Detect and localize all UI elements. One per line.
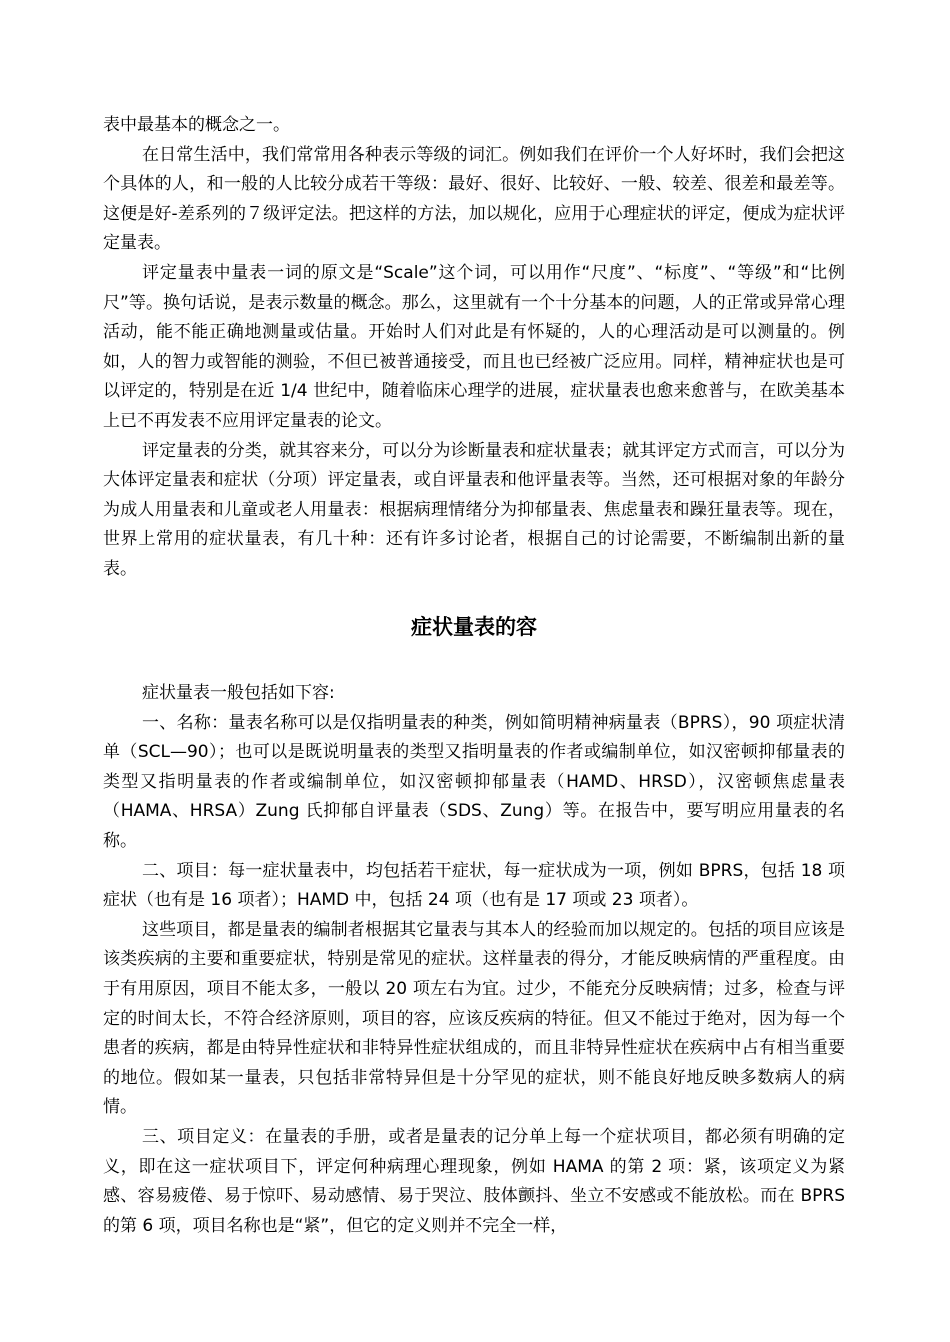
paragraph-continuation: 表中最基本的概念之一。: [103, 115, 290, 135]
paragraph-intro: 症状量表一般包括如下容:: [142, 683, 335, 703]
paragraph-scale-classification: 评定量表的分类，就其容来分，可以分为诊断量表和症状量表；就其评定方式而言，可以分为大体评定量表和症状（分项）评定量表，或自评量表和他评量表等。当然，还可根据对象的年龄分为成人用量表和儿童或老人用量表：根据病理情绪分为抑郁量表、焦虑量表和躁狂量表等。现在，世界上常用的症状量表，有几十种：还有许多讨论者，根据自己的讨论需要，不断编制出新的量表。: [103, 440, 845, 579]
paragraph-item-name: 一、名称：量表名称可以是仅指明量表的种类，例如简明精神病量表（BPRS），90 项症状清单（SCL—90）；也可以是既说明量表的类型又指明量表的作者或编制单位，如汉密顿抑郁量表的类型又指明量表的作者或编制单位，如汉密顿抑郁量表（HAMD、HRSD），汉密顿焦虑量表（HAMA、HRSA）Zung 氏抑郁自评量表（SDS、Zung）等。在报告中，要写明应用量表的名称。: [103, 712, 845, 851]
text-section-top: [103, 111, 845, 585]
paragraph-item-definition: 三、项目定义：在量表的手册，或者是量表的记分单上每一个症状项目，都必须有明确的定义，即在这一症状项目下，评定何种病理心理现象，例如 HAMA 的第 2 项：紧，该项定义为紧感、容易疲倦、易于惊吓、易动感情、易于哭泣、肢体颤抖、坐立不安感或不能放松。而在 BPRS 的第 6 项，项目名称也是“紧”，但它的定义则并不完全一样，: [103, 1126, 845, 1236]
text-section-bottom: [103, 679, 845, 1241]
paragraph-rating-levels: 在日常生活中，我们常常用各种表示等级的词汇。例如我们在评价一个人好坏时，我们会把这个具体的人，和一般的人比较分成若干等级：最好、很好、比较好、一般、较差、很差和最差等。这便是好-差系列的７级评定法。把这样的方法，加以规化，应用于心理症状的评定，便成为症状评定量表。: [103, 144, 845, 254]
section-heading: 症状量表的容: [411, 615, 537, 639]
paragraph-scale-definition: 评定量表中量表一词的原文是“Scale”这个词，可以用作“尺度”、“标度”、“等级”和“比例尺”等。换句话说，是表示数量的概念。那么，这里就有一个十分基本的问题，人的正常或异常心理活动，能不能正确地测量或估量。开始时人们对此是有怀疑的，人的心理活动是可以测量的。例如，人的智力或智能的测验，不但已被普通接受，而且也已经被广泛应用。同样，精神症状也是可以评定的，特别是在近 1/4 世纪中，随着临床心理学的进展，症状量表也愈来愈普与，在欧美基本上已不再发表不应用评定量表的论文。: [103, 262, 845, 431]
paragraph-item-selection: 这些项目，都是量表的编制者根据其它量表与其本人的经验而加以规定的。包括的项目应该是该类疾病的主要和重要症状，特别是常见的症状。这样量表的得分，才能反映病情的严重程度。由于有用原因，项目不能太多，一般以 20 项左右为宜。过少，不能充分反映病情；过多，检查与评定的时间太长，不符合经济原则，项目的容，应该反疾病的特征。但又不能过于绝对，因为每一个患者的疾病，都是由特异性症状和非特异性症状组成的，而且非特异性症状在疾病中占有相当重要的地位。假如某一量表，只包括非常特异但是十分罕见的症状，则不能良好地反映多数病人的病情。: [103, 919, 845, 1118]
paragraph-item-items: 二、项目：每一症状量表中，均包括若干症状，每一症状成为一项，例如 BPRS，包括 18 项症状（也有是 16 项者）；HAMD 中，包括 24 项（也有是 17 项或 23 项者）。: [103, 860, 845, 911]
